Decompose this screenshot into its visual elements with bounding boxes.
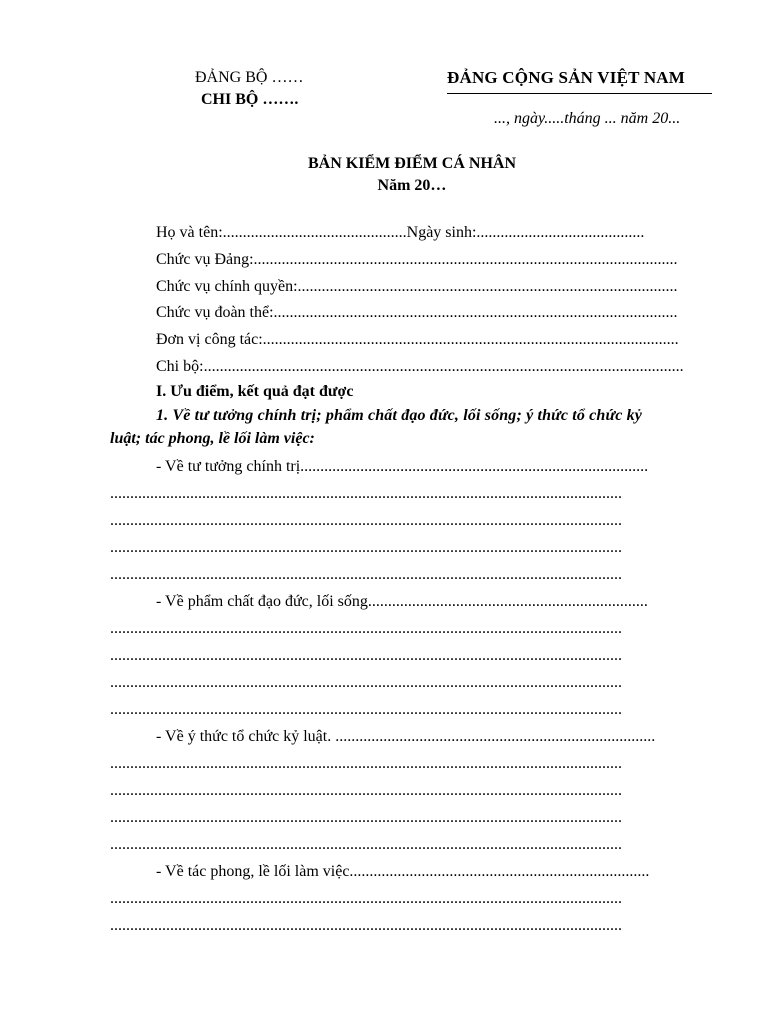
blank-line: ................................................................................................................................ (110, 539, 622, 556)
blank-line: ................................................................................................................................ (110, 890, 622, 907)
section-heading-strengths: I. Ưu điểm, kết quả đạt được (156, 383, 354, 400)
item-work-style: - Về tác phong, lề lối làm việc........................................................................... (156, 863, 650, 880)
blank-line: ................................................................................................................................ (110, 782, 622, 799)
item-discipline: - Về ý thức tổ chức kỷ luật. ................................................................................ (156, 728, 656, 745)
subsection-heading-line2: luật; tác phong, lề lối làm việc: (110, 430, 315, 447)
blank-line: ................................................................................................................................ (110, 620, 622, 637)
field-party-cell: Chi bộ:........................................................................................................................ (156, 358, 684, 375)
subsection-heading-line1: 1. Về tư tưởng chính trị; phẩm chất đạo đức, lối sống; ý thức tổ chức kỷ (156, 407, 642, 424)
header-underline (447, 93, 712, 94)
document-year: Năm 20… (377, 177, 447, 194)
blank-line: ................................................................................................................................ (110, 566, 622, 583)
party-cell-label: CHI BỘ ……. (201, 91, 299, 108)
field-party-position: Chức vụ Đảng:.......................................................................................................... (156, 251, 678, 268)
party-name-heading: ĐẢNG CỘNG SẢN VIỆT NAM (447, 68, 686, 87)
field-work-unit: Đơn vị công tác:........................................................................................................ (156, 331, 679, 348)
field-government-position: Chức vụ chính quyền:............................................................................................... (156, 278, 678, 295)
item-political-ideology: - Về tư tưởng chính trị....................................................................................... (156, 458, 649, 475)
blank-line: ................................................................................................................................ (110, 512, 622, 529)
blank-line: ................................................................................................................................ (110, 836, 622, 853)
blank-line: ................................................................................................................................ (110, 485, 622, 502)
field-name-dob: Họ và tên:..............................................Ngày sinh:.......................................... (156, 224, 645, 241)
blank-line: ................................................................................................................................ (110, 809, 622, 826)
date-line: ..., ngày.....tháng ... năm 20... (494, 110, 681, 127)
blank-line: ................................................................................................................................ (110, 755, 622, 772)
item-moral-lifestyle: - Về phẩm chất đạo đức, lối sống...................................................................... (156, 593, 648, 610)
blank-line: ................................................................................................................................ (110, 701, 622, 718)
field-union-position: Chức vụ đoàn thể:..................................................................................................... (156, 304, 678, 321)
blank-line: ................................................................................................................................ (110, 647, 622, 664)
document-title: BẢN KIỂM ĐIỂM CÁ NHÂN (308, 155, 516, 172)
blank-line: ................................................................................................................................ (110, 917, 622, 934)
blank-line: ................................................................................................................................ (110, 674, 622, 691)
party-committee-label: ĐẢNG BỘ …… (195, 69, 304, 86)
